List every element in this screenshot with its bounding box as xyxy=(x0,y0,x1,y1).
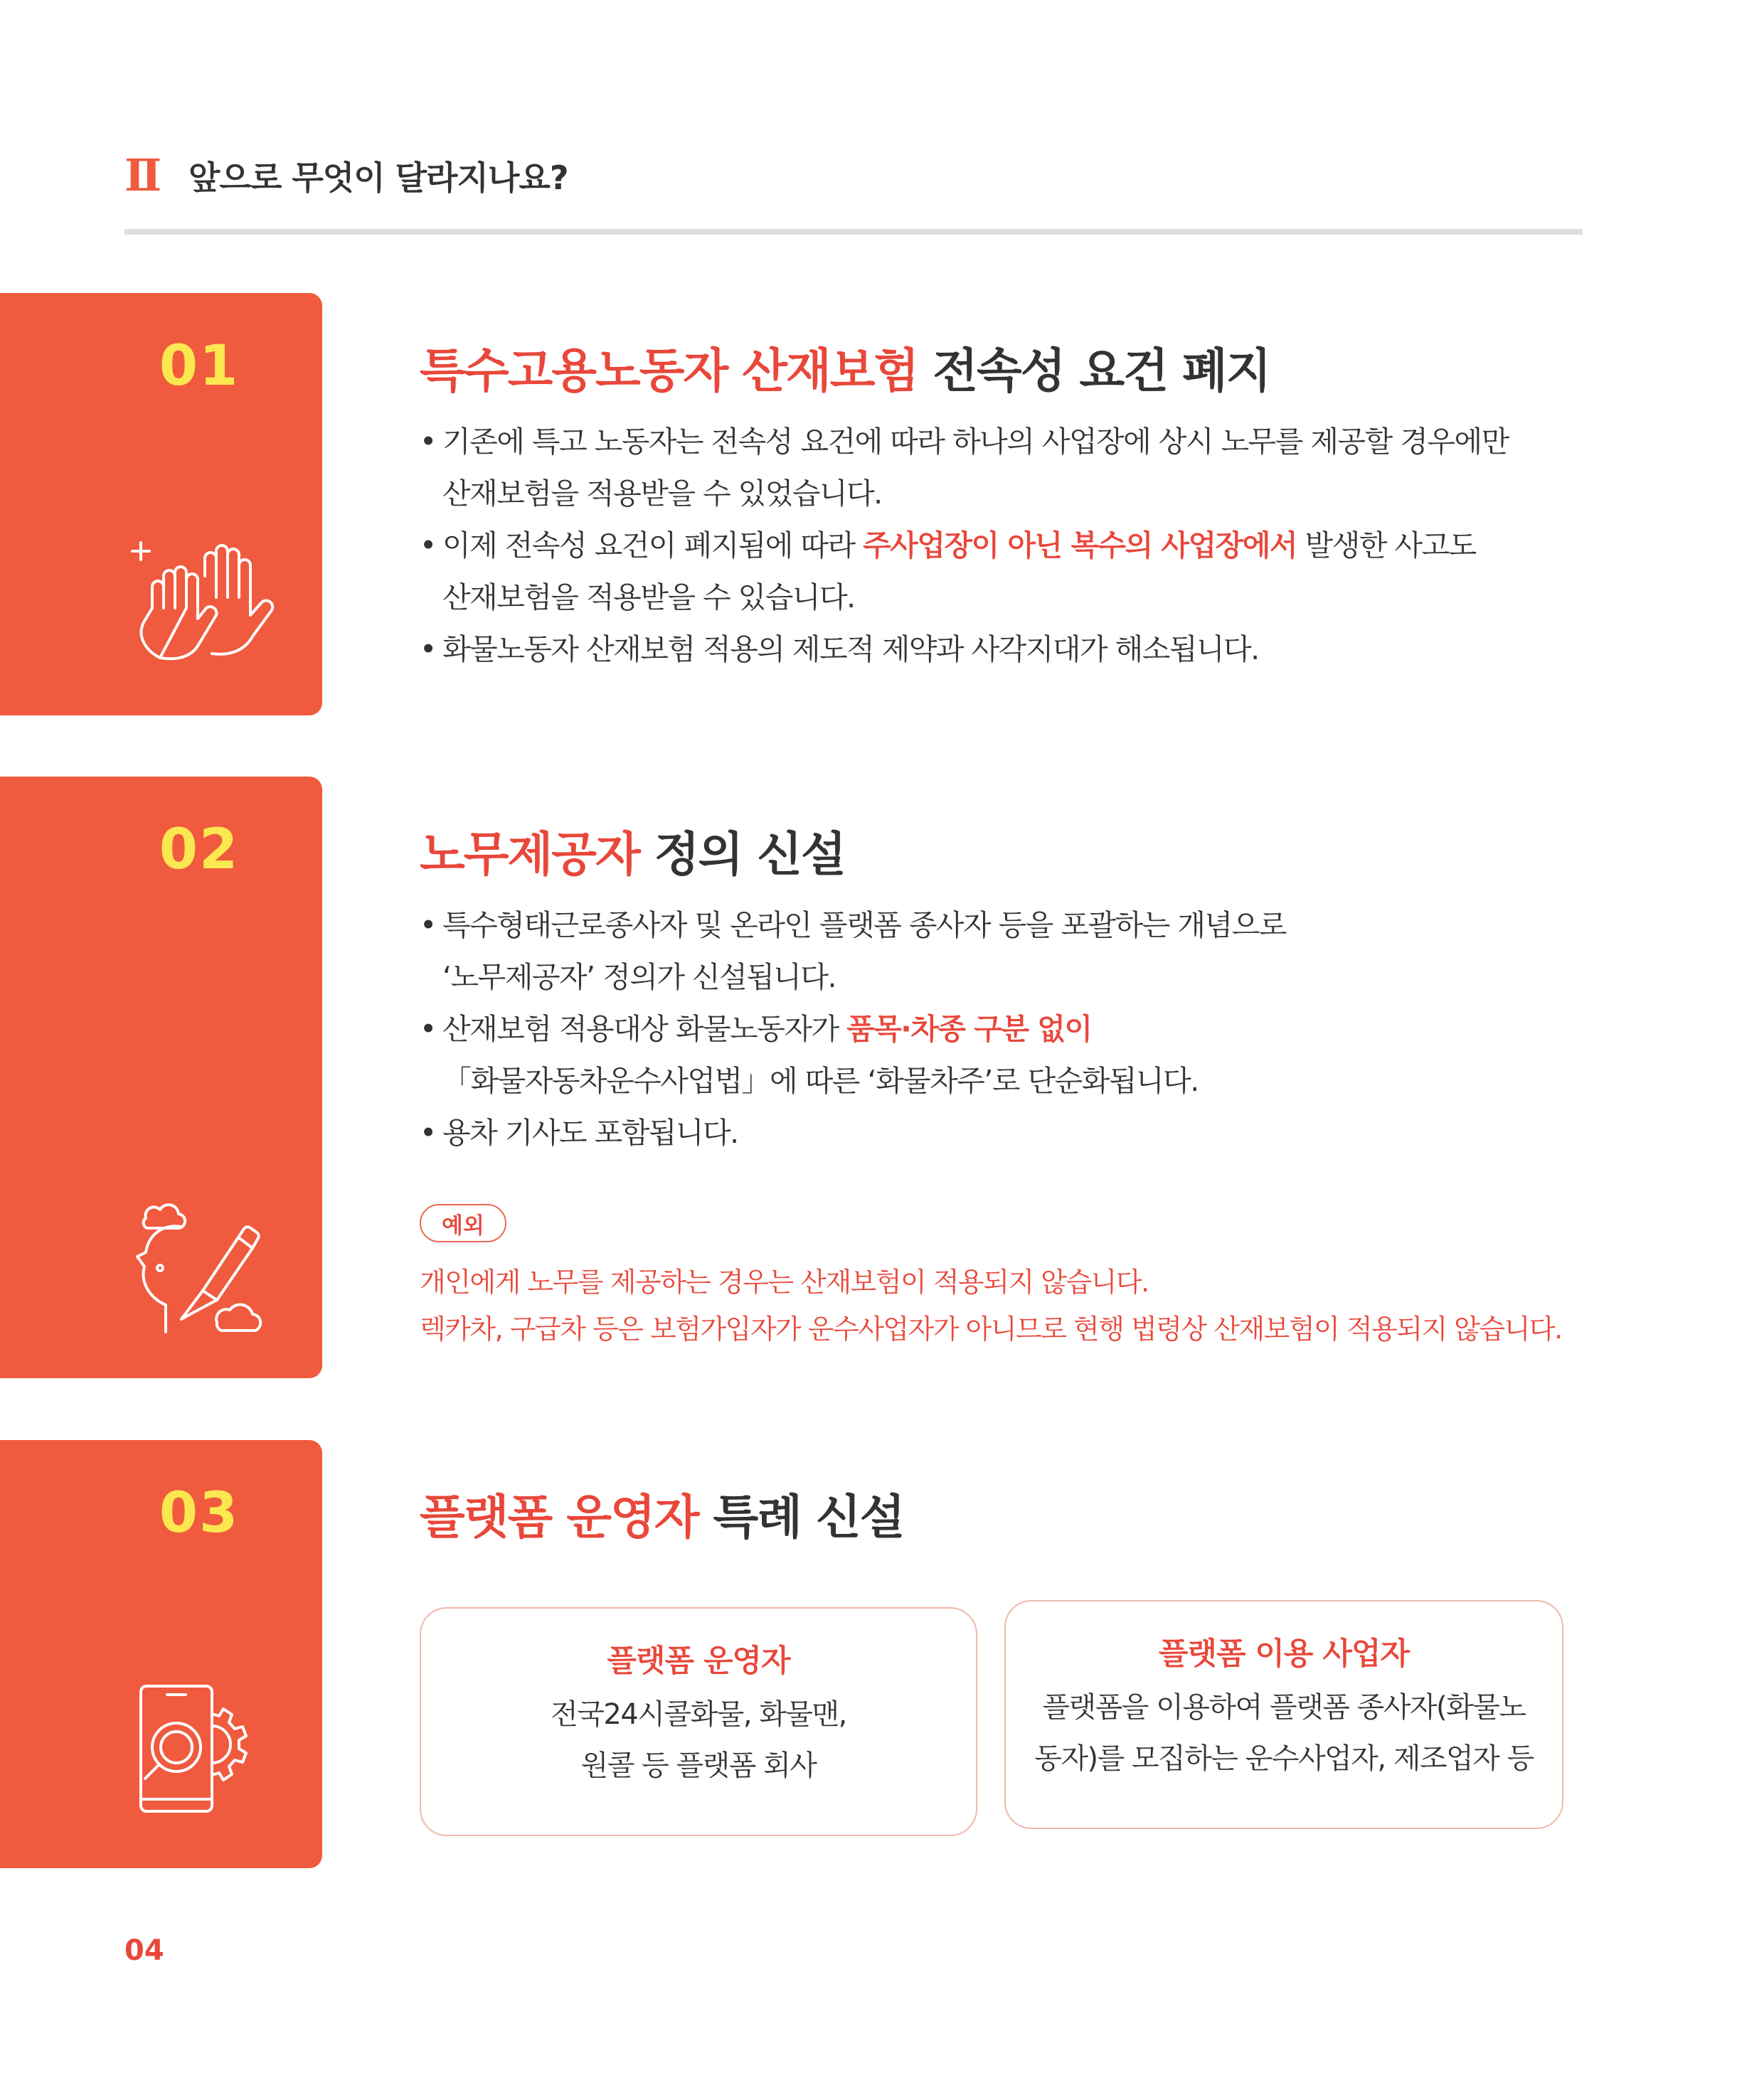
section-01-title xyxy=(420,333,1270,400)
section-03-title-highlight: 플랫폼 운영자 xyxy=(420,1490,698,1545)
mobile-search-gear-icon xyxy=(135,1682,270,1817)
exception-text: 개인에게 노무를 제공하는 경우는 산재보험이 적용되지 않습니다. 렉카차, 구급차 등은 보험가입자가 운수사업자가 아니므로 현행 법령상 산재보험이 적용되지 않습니다. xyxy=(420,1267,1562,1345)
section-01-bullets xyxy=(420,416,1509,676)
exception-badge: 예외 xyxy=(420,1204,506,1242)
section-01-title-rest: 전속성 요건 폐지 xyxy=(918,343,1270,398)
section-02-title xyxy=(420,816,845,884)
platform-user-business-card xyxy=(1004,1600,1563,1829)
list-item: • 화물노동자 산재보험 적용의 제도적 제약과 사각지대가 해소됩니다. xyxy=(420,624,1509,676)
list-item: • 이제 전속성 요건이 폐지됨에 따라 주사업장이 아닌 복수의 사업장에서 발생한 사고도 산재보험을 적용받을 수 있습니다. xyxy=(420,520,1509,624)
card-body: 플랫폼을 이용하여 플랫폼 종사자(화물노 동자)를 모집하는 운수사업자, 제조업자 등 xyxy=(1034,1691,1534,1775)
section-02-bullets xyxy=(420,900,1286,1159)
section-01-number: 01 xyxy=(159,334,240,398)
list-item: • 산재보험 적용대상 화물노동자가 품목·차종 구분 없이 「화물자동차운수사업법」에 따른 ‘화물차주’로 단순화됩니다. xyxy=(420,1003,1286,1107)
section-02-title-rest: 정의 신설 xyxy=(639,827,845,882)
card-title: 플랫폼 이용 사업자 xyxy=(1158,1636,1410,1672)
high-five-hands-icon xyxy=(128,537,281,668)
list-item: • 기존에 특고 노동자는 전속성 요건에 따라 하나의 사업장에 상시 노무를 제공할 경우에만 산재보험을 적용받을 수 있었습니다. xyxy=(420,416,1509,520)
list-item: • 용차 기사도 포함됩니다. xyxy=(420,1107,1286,1159)
section-03-title-rest: 특례 신설 xyxy=(698,1490,904,1545)
card-body: 전국24시콜화물, 화물맨, 원콜 등 플랫폼 회사 xyxy=(551,1698,846,1782)
page-title: 앞으로 무엇이 달라지나요? xyxy=(188,158,568,197)
section-03-title xyxy=(420,1479,904,1547)
platform-operator-card xyxy=(420,1607,977,1836)
list-item: • 특수형태근로종사자 및 온라인 플랫폼 종사자 등을 포괄하는 개념으로 ‘노무제공자’ 정의가 신설됩니다. xyxy=(420,900,1286,1003)
chapter-header xyxy=(124,149,568,201)
section-02-title-highlight: 노무제공자 xyxy=(420,827,639,882)
section-01-title-highlight: 특수고용노동자 산재보험 xyxy=(420,343,918,398)
page-number: 04 xyxy=(124,1934,164,1967)
card-title: 플랫폼 운영자 xyxy=(607,1643,790,1679)
section-03-number: 03 xyxy=(159,1481,240,1545)
header-divider xyxy=(124,229,1583,235)
section-02-number: 02 xyxy=(159,818,240,882)
head-pencil-idea-icon xyxy=(132,1198,267,1333)
chapter-mark: Ⅱ xyxy=(124,149,158,201)
